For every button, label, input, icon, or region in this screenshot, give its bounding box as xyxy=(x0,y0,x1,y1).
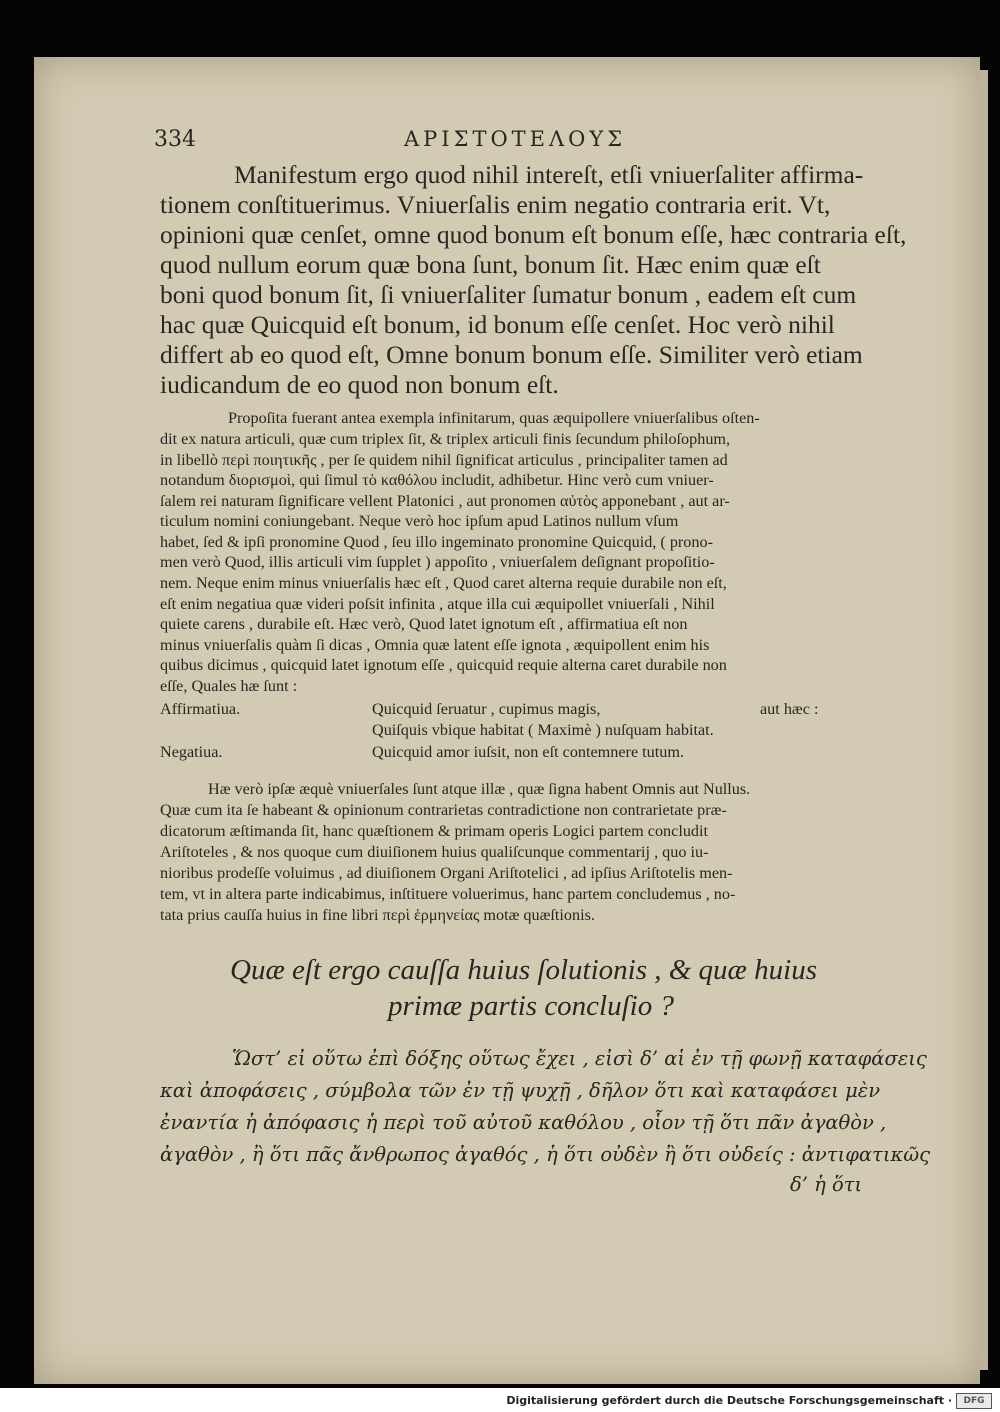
commentary-line: dit ex natura articuli, quæ cum triplex ſit, & triplex articuli finis ſecundum philoſophum, xyxy=(160,430,731,448)
main-text-line: boni quod bonum ſit, ſi vniuerſaliter ſumatur bonum , eadem eſt cum xyxy=(160,280,857,309)
commentary-line: tata prius cauſſa huius in fine libri περὶ ἑρμηνείας motæ quæſtionis. xyxy=(160,906,595,924)
dfg-logo: DFG xyxy=(956,1393,992,1409)
commentary-line: men verò Quod, illis articuli vim ſupplet ) appoſito , vniuerſalem deſignant propoſitio- xyxy=(160,553,715,571)
book-page xyxy=(34,57,980,1384)
example-connector: aut hæc : xyxy=(760,700,819,718)
example-text: Quicquid amor iuſsit, non eſt contemnere tutum. xyxy=(372,743,684,761)
main-text-line: iudicandum de eo quod non bonum eſt. xyxy=(160,370,559,399)
example-text: Quicquid ſeruatur , cupimus magis, xyxy=(372,700,601,718)
footer-credit: Digitalisierung gefördert durch die Deutsche Forschungsgemeinschaft · xyxy=(506,1394,952,1407)
example-label: Negatiua. xyxy=(160,743,223,761)
main-text-line: tionem conſtituerimus. Vniuerſalis enim negatio contraria erit. Vt, xyxy=(160,190,831,219)
greek-text-line: ἀγαθὸν , ἢ ὅτι πᾶς ἄνθρωπος ἀγαθός , ἡ ὅτι οὐδὲν ἢ ὅτι οὐδείς : ἀντιφατικῶς xyxy=(160,1143,931,1166)
commentary-line: in libellò περὶ ποιητικῆς , per ſe quidem nihil ſignificat articulus , principaliter tamen ad xyxy=(160,451,728,469)
commentary-line: eſſe, Quales hæ ſunt : xyxy=(160,677,298,695)
greek-text-line: δ’ ἡ ὅτι xyxy=(790,1173,863,1196)
commentary-line: Hæ verò ipſæ æquè vniuerſales ſunt atque illæ , quæ ſigna habent Omnis aut Nullus. xyxy=(208,780,751,798)
commentary-line: ticulum nomini coniungebant. Neque verò hoc ipſum apud Latinos nullum vſum xyxy=(160,512,679,530)
greek-text-line: Ὥστ’ εἰ οὕτω ἐπὶ δόξης οὕτως ἔχει , εἰσὶ δ’ αἱ ἐν τῇ φωνῇ καταφάσεις xyxy=(232,1047,927,1070)
greek-text-line: ἐναντία ἡ ἀπόφασις ἡ περὶ τοῦ αὐτοῦ καθόλου , οἷον τῇ ὅτι πᾶν ἀγαθὸν , xyxy=(160,1111,887,1134)
greek-text-line: καὶ ἀποφάσεις , σύμβολα τῶν ἐν τῇ ψυχῇ , δῆλον ὅτι καὶ καταφάσει μὲν xyxy=(160,1079,881,1102)
commentary-line: Propoſita fuerant antea exempla infinitarum, quas æquipollere vniuerſalibus oſten- xyxy=(228,409,760,427)
main-text-line: differt ab eo quod eſt, Omne bonum bonum eſſe. Similiter verò etiam xyxy=(160,340,863,369)
commentary-line: quibus dicimus , quicquid latet ignotum eſſe , quicquid requie alterna caret durabile non xyxy=(160,656,727,674)
page-number: 334 xyxy=(154,127,196,152)
main-text-line: Manifestum ergo quod nihil intereſt, etſi vniuerſaliter affirma- xyxy=(234,160,864,189)
commentary-line: ſalem rei naturam ſignificare vellent Platonici , aut pronomen αὐτὸς apponebant , aut ar- xyxy=(160,492,730,510)
main-text-line: quod nullum eorum quæ bona ſunt, bonum ſit. Hæc enim quæ eſt xyxy=(160,250,821,279)
commentary-line: quiete carens , durabile eſt. Hæc verò, Quod latet ignotum eſt , affirmatiua eſt non xyxy=(160,615,688,633)
commentary-line: Quæ cum ita ſe habeant & opinionum contrarietas contradictione non contrarietate præ- xyxy=(160,801,727,819)
commentary-line: minus vniuerſalis quàm ſi dicas , Omnia quæ latent eſſe ignota , æquipollent enim his xyxy=(160,636,710,654)
example-text: Quiſquis vbique habitat ( Maximè ) nuſquam habitat. xyxy=(372,721,714,739)
main-text-line: hac quæ Quicquid eſt bonum, id bonum eſſe cenſet. Hoc verò nihil xyxy=(160,310,835,339)
commentary-line: habet, ſed & ipſi pronomine Quod , ſeu illo ingeminato pronomine Quicquid, ( prono- xyxy=(160,533,713,551)
commentary-line: Ariſtoteles , & nos quoque cum diuiſionem huius qualiſcunque commentarij , quo iu- xyxy=(160,843,709,861)
commentary-line: nem. Neque enim minus vniuerſalis hæc eſt , Quod caret alterna requie durabile non eſt, xyxy=(160,574,727,592)
commentary-line: notandum διορισμοὶ, qui ſimul τὸ καθόλου includit, adhibetur. Hinc verò cum vniuer- xyxy=(160,471,714,489)
question-heading: primæ partis concluſio ? xyxy=(388,990,674,1022)
running-head: ΑΡΙΣΤΟΤΕΛΟΥΣ xyxy=(404,127,627,151)
commentary-line: nioribus prodeſſe voluimus , ad diuiſionem Organi Ariſtotelici , ad ipſius Ariſtotelis men- xyxy=(160,864,733,882)
commentary-line: dicatorum æſtimanda ſit, hanc quæſtionem & primam operis Logici partem concludit xyxy=(160,822,709,840)
main-text-line: opinioni quæ cenſet, omne quod bonum eſt bonum eſſe, hæc contraria eſt, xyxy=(160,220,907,249)
example-label: Affirmatiua. xyxy=(160,700,241,718)
commentary-line: tem, vt in altera parte indicabimus, inſtituere voluerimus, hanc partem concludemus , no- xyxy=(160,885,736,903)
commentary-line: eſt enim negatiua quæ videri poſsit infinita , atque illa cui æquipollet vniuerſali , Nihil xyxy=(160,595,715,613)
question-heading: Quæ eſt ergo cauſſa huius ſolutionis , & quæ huius xyxy=(230,954,817,986)
